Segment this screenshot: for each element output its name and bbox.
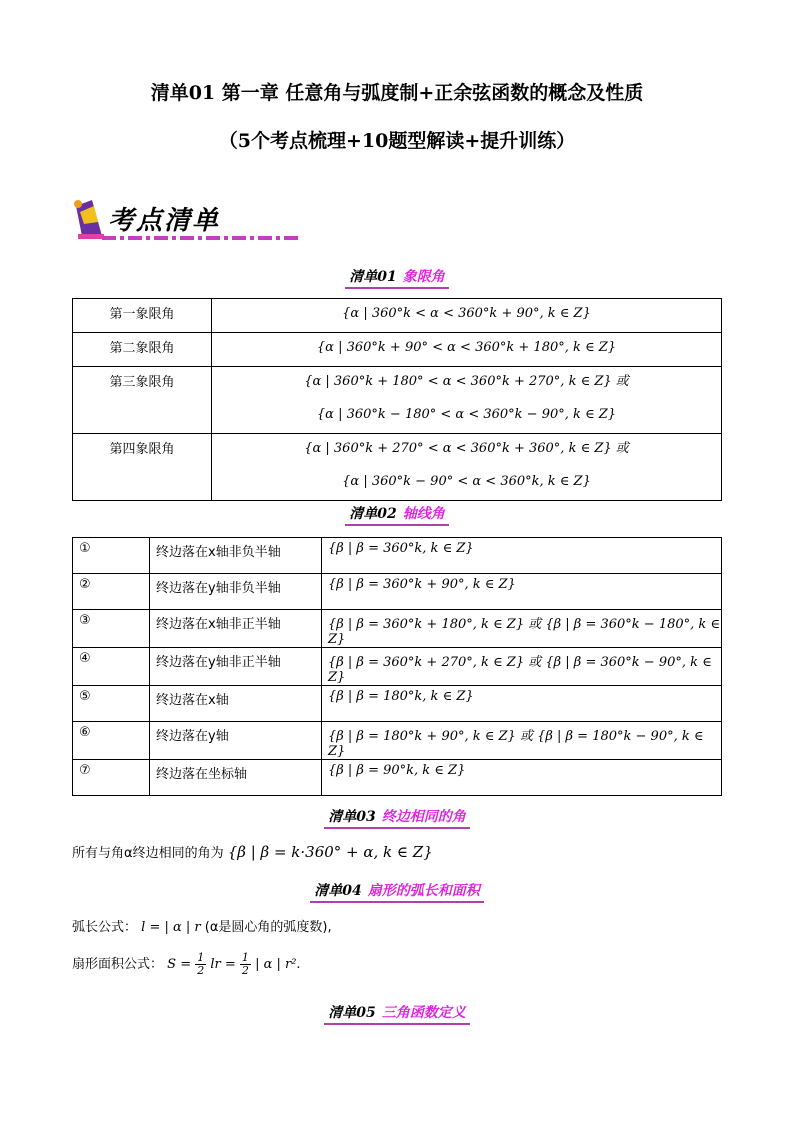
row-description: 终边落在y轴非负半轴 (150, 574, 322, 610)
quadrant-set: {α | 360°k + 270° < α < 360°k + 360°, k ∈ Z} 或 (304, 441, 629, 456)
table-row (73, 299, 722, 333)
table-row (73, 760, 722, 796)
row-set: {β | β = 360°k + 90°, k ∈ Z} (322, 574, 722, 610)
quadrant-angle-table (72, 298, 722, 501)
row-description: 终边落在y轴非正半轴 (150, 648, 322, 686)
section-heading-2: 清单02 轴线角 (0, 503, 794, 526)
table-row (73, 686, 722, 722)
quadrant-name: 第三象限角 (73, 367, 212, 434)
row-number: ⑦ (73, 760, 150, 796)
row-number: ③ (73, 610, 150, 648)
banner-underline (102, 236, 302, 240)
table-row (73, 574, 722, 610)
fraction: $\frac{1}{2}$ (241, 951, 249, 977)
quadrant-name: 第四象限角 (73, 434, 212, 501)
row-number: ⑥ (73, 722, 150, 760)
section-heading-4: 清单04 扇形的弧长和面积 (0, 880, 794, 903)
row-set: {β | β = 360°k + 270°, k ∈ Z} 或 {β | β = 360°k − 90°, k ∈ Z} (322, 648, 722, 686)
row-number: ⑤ (73, 686, 150, 722)
page-subtitle: （5个考点梳理+10题型解读+提升训练） (218, 130, 576, 152)
sector-area-paragraph: 扇形面积公式： S = $\frac{1}{2}$ lr = $\frac{1}{2}$ | α | r². (72, 951, 301, 977)
page-title: 清单01 第一章 任意角与弧度制+正余弦函数的概念及性质 (150, 82, 644, 104)
row-set: {β | β = 360°k, k ∈ Z} (322, 538, 722, 574)
key-points-banner (72, 196, 242, 246)
row-description: 终边落在x轴非负半轴 (150, 538, 322, 574)
row-description: 终边落在x轴非正半轴 (150, 610, 322, 648)
fraction: $\frac{1}{2}$ (197, 951, 205, 977)
section-heading-5: 清单05 三角函数定义 (0, 1002, 794, 1025)
quadrant-set-alt: {α | 360°k − 180° < α < 360°k − 90°, k ∈ Z} (316, 407, 617, 422)
axis-angle-table (72, 537, 722, 796)
banner-title: 考点清单 (108, 206, 221, 236)
quadrant-set-alt: {α | 360°k − 90° < α < 360°k, k ∈ Z} (342, 474, 591, 489)
row-description: 终边落在y轴 (150, 722, 322, 760)
arc-formula: l = | α | r (141, 920, 201, 935)
table-row (73, 648, 722, 686)
table-row (73, 434, 722, 501)
quadrant-name: 第一象限角 (73, 299, 212, 333)
quadrant-set: {α | 360°k < α < 360°k + 90°, k ∈ Z} (342, 306, 591, 321)
quadrant-set: {α | 360°k + 90° < α < 360°k + 180°, k ∈ Z} (316, 340, 617, 355)
row-set: {β | β = 180°k, k ∈ Z} (322, 686, 722, 722)
row-number: ④ (73, 648, 150, 686)
row-set: {β | β = 90°k, k ∈ Z} (322, 760, 722, 796)
row-set: {β | β = 180°k + 90°, k ∈ Z} 或 {β | β = 180°k − 90°, k ∈ Z} (322, 722, 722, 760)
coterminal-paragraph: 所有与角α终边相同的角为 {β | β = k·360° + α, k ∈ Z} (72, 843, 433, 861)
wizard-hat-icon (72, 196, 106, 242)
table-row (73, 722, 722, 760)
table-row (73, 367, 722, 434)
section-heading-1: 清单01 象限角 (0, 266, 794, 289)
arc-length-paragraph: 弧长公式： l = | α | r (α是圆心角的弧度数), (72, 920, 332, 935)
row-number: ② (73, 574, 150, 610)
row-description: 终边落在坐标轴 (150, 760, 322, 796)
table-row (73, 333, 722, 367)
quadrant-set: {α | 360°k + 180° < α < 360°k + 270°, k ∈ Z} 或 (304, 374, 629, 389)
row-number: ① (73, 538, 150, 574)
row-description: 终边落在x轴 (150, 686, 322, 722)
table-row (73, 610, 722, 648)
section-heading-3: 清单03 终边相同的角 (0, 806, 794, 829)
row-set: {β | β = 360°k + 180°, k ∈ Z} 或 {β | β = 360°k − 180°, k ∈ Z} (322, 610, 722, 648)
table-row (73, 538, 722, 574)
quadrant-name: 第二象限角 (73, 333, 212, 367)
coterminal-set: {β | β = k·360° + α, k ∈ Z} (227, 843, 433, 861)
